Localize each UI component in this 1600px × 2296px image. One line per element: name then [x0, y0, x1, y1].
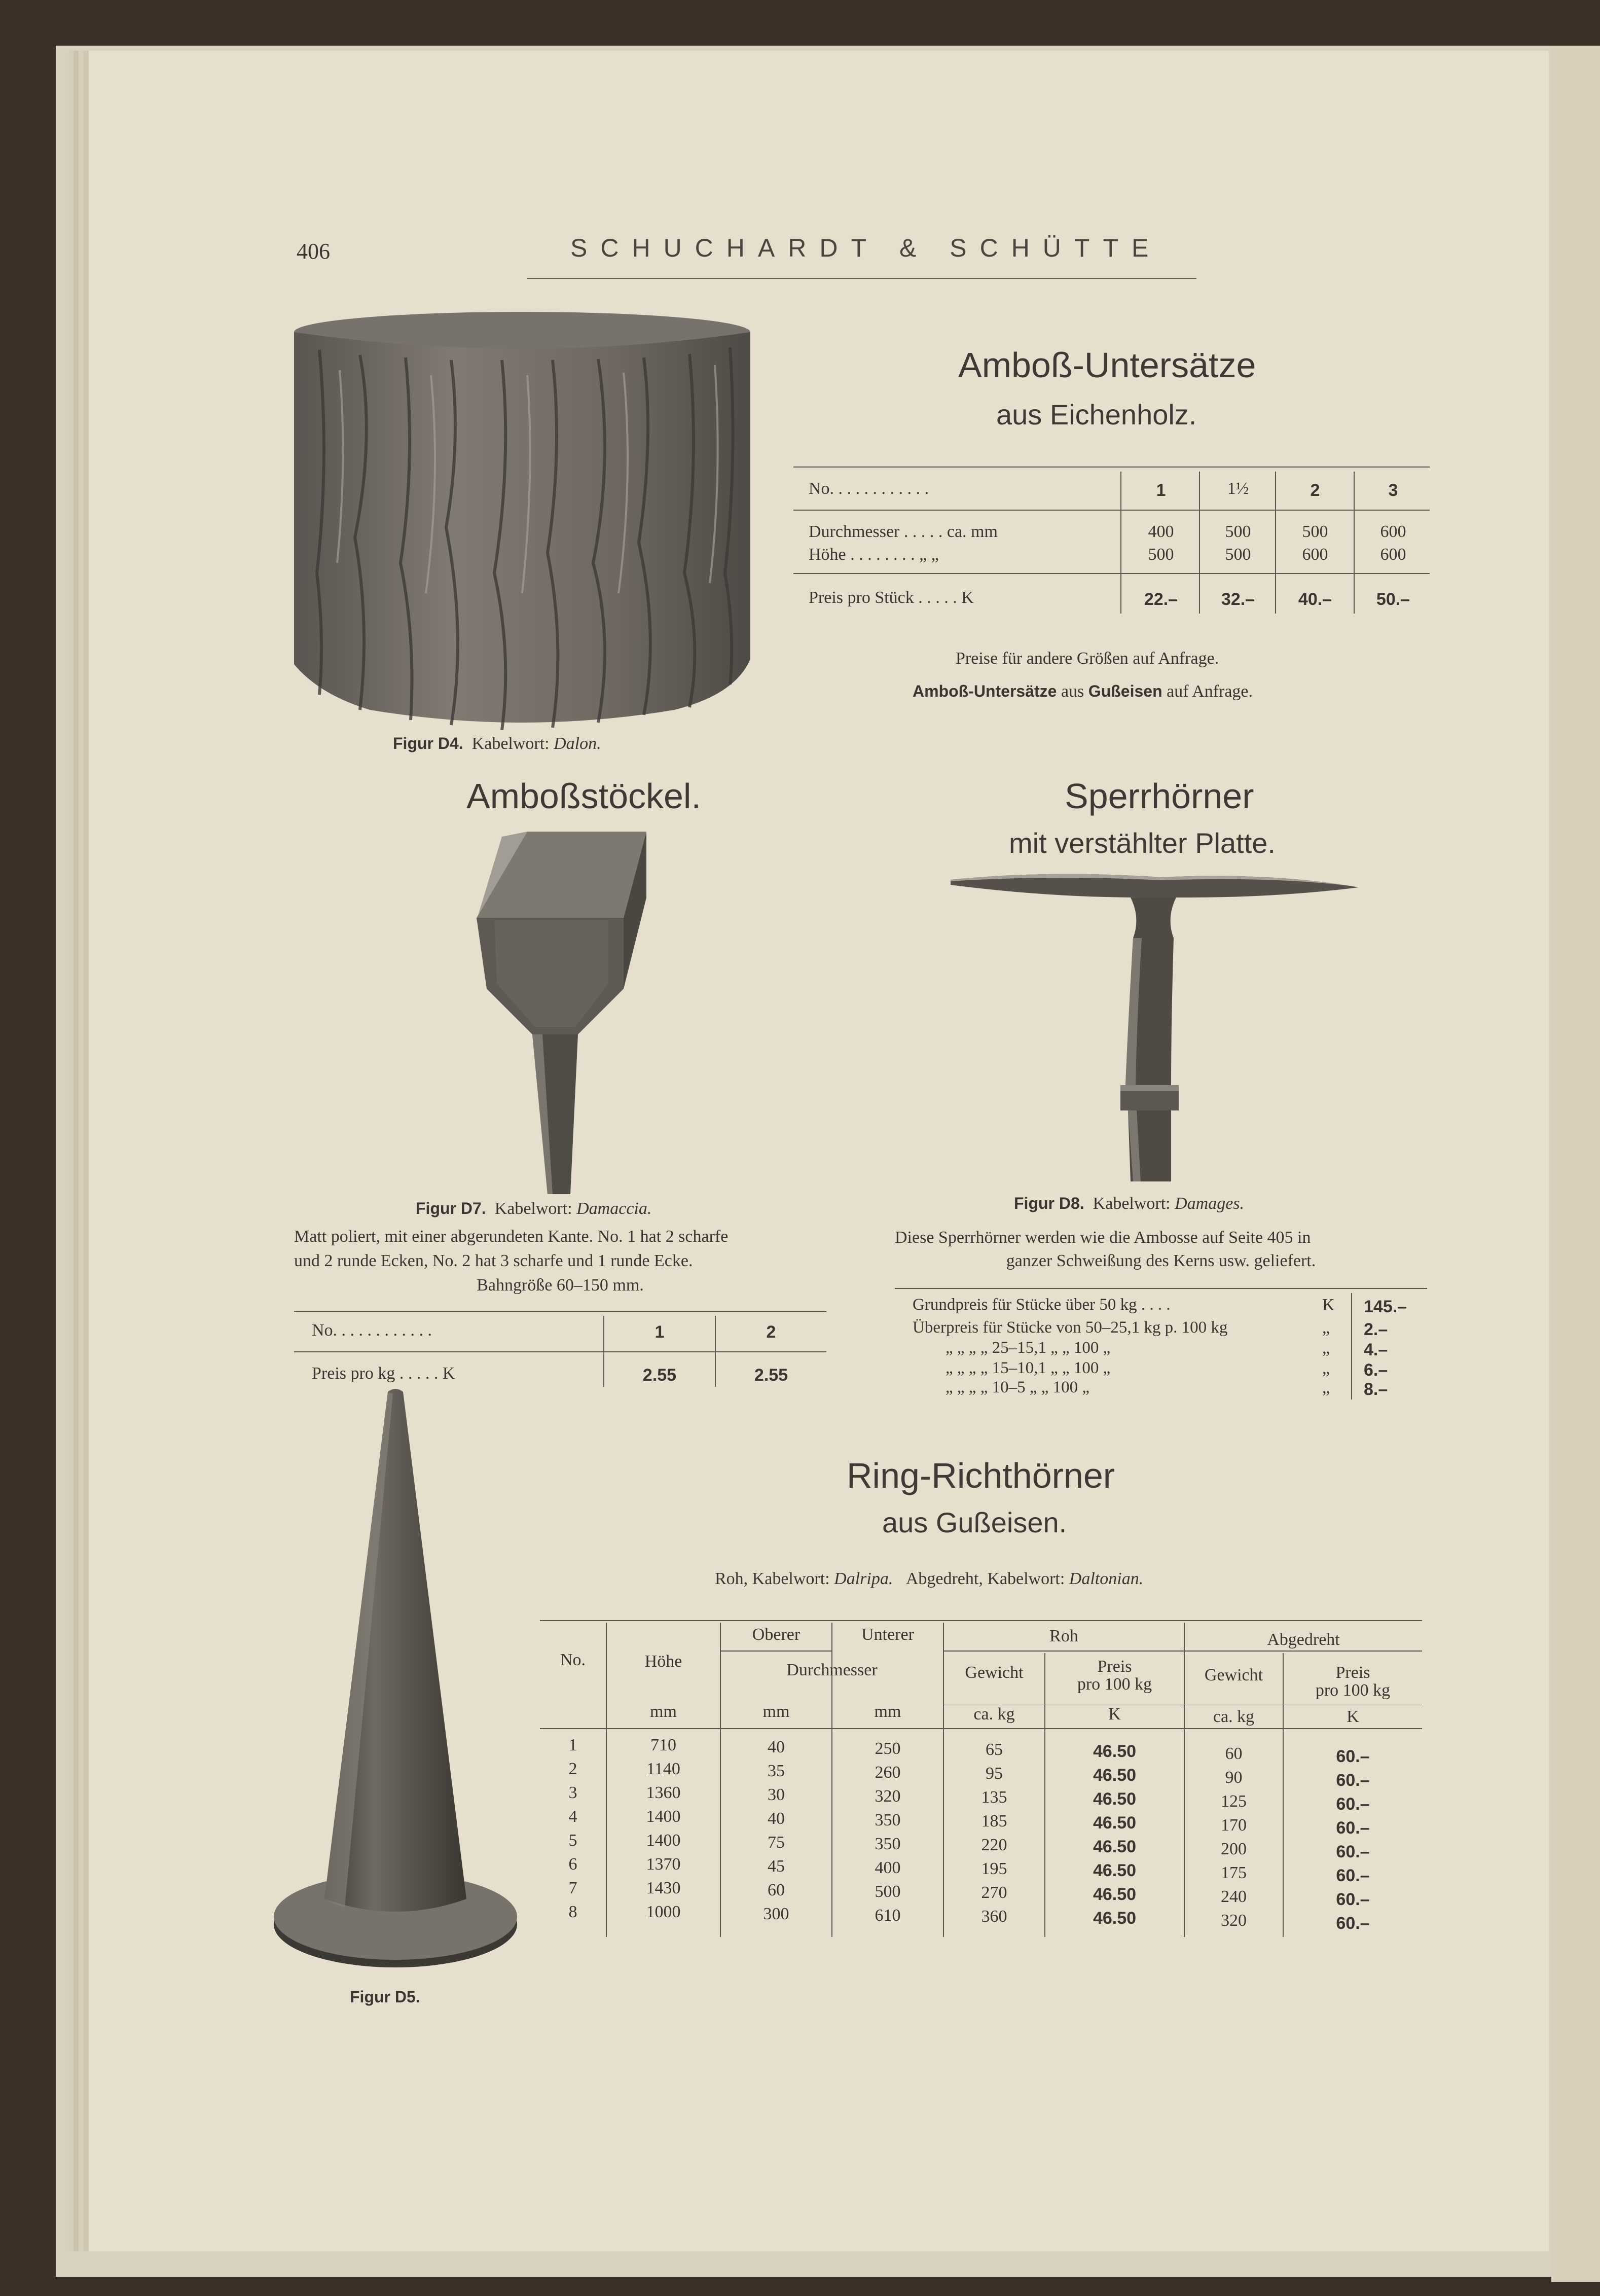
table-divider — [1120, 472, 1121, 614]
ring-unit-k: K — [1108, 1705, 1121, 1724]
ring-table-cell: 60.– — [1336, 1890, 1370, 1909]
ring-table-cell: 95 — [986, 1764, 1003, 1783]
sperrhoerner-price: 4.– — [1364, 1340, 1388, 1359]
ring-table-cell: 400 — [875, 1858, 901, 1877]
ring-table-cell: 240 — [1221, 1887, 1247, 1906]
table-rule — [720, 1651, 831, 1652]
ring-table-cell: 3 — [568, 1783, 577, 1802]
sperrhoerner-price-label: „ „ „ „ 25–15,1 „ „ 100 „ — [946, 1339, 1111, 1357]
ring-table-cell: 610 — [875, 1906, 901, 1925]
table-rule — [540, 1620, 1422, 1621]
ring-table-cell: 40 — [768, 1809, 785, 1828]
untersaetze-col-1: 1 — [1156, 481, 1166, 500]
sperrhoerner-price-unit: „ — [1322, 1378, 1330, 1397]
oak-stump-illustration — [289, 309, 755, 730]
sperrhoerner-price: 2.– — [1364, 1320, 1388, 1339]
ring-table-cell: 60.– — [1336, 1914, 1370, 1933]
ring-unit-mm: mm — [650, 1702, 677, 1721]
stoeckel-col-1: 1 — [654, 1322, 665, 1342]
ambossstoeckel-desc-2: und 2 runde Ecken, No. 2 hat 3 scharfe und 1 runde Ecke. — [294, 1251, 693, 1270]
ring-table-cell: 125 — [1221, 1792, 1247, 1811]
ring-col-roh-preis: Preis — [1097, 1657, 1132, 1676]
ambossuntersaetze-title: Amboß-Untersätze — [958, 345, 1256, 385]
table-rule — [793, 510, 1430, 511]
ring-table-cell: 90 — [1225, 1768, 1243, 1787]
untersaetze-col-3: 3 — [1388, 481, 1398, 500]
stoeckel-no-label: No. . . . . . . . . . . . — [312, 1321, 432, 1340]
table-rule — [294, 1351, 826, 1352]
ring-table-cell: 500 — [875, 1882, 901, 1901]
page-number: 406 — [297, 239, 330, 264]
ring-table-cell: 2 — [568, 1760, 577, 1778]
ring-table-cell: 350 — [875, 1835, 901, 1853]
ring-table-cell: 60.– — [1336, 1842, 1370, 1861]
table-rule — [943, 1651, 1184, 1652]
ring-col-oberer: Oberer — [752, 1625, 801, 1644]
ring-col-roh-gewicht: Gewicht — [965, 1663, 1024, 1682]
ring-table-cell: 60 — [768, 1881, 785, 1899]
ring-group-roh: Roh — [1049, 1627, 1078, 1645]
ring-table-cell: 300 — [763, 1905, 789, 1923]
untersaetze-price-label: Preis pro Stück . . . . . K — [809, 588, 974, 607]
ring-table-cell: 350 — [875, 1811, 901, 1829]
ring-table-cell: 60.– — [1336, 1747, 1370, 1766]
ring-table-cell: 1000 — [646, 1903, 681, 1921]
ring-table-cell: 60.– — [1336, 1866, 1370, 1885]
ring-unit-cakg: ca. kg — [1213, 1707, 1255, 1726]
figure-d7-caption: Figur D7. Kabelwort: Damaccia. — [416, 1199, 652, 1218]
ring-col-roh-pro100: pro 100 kg — [1077, 1675, 1152, 1694]
ring-table-cell: 1400 — [646, 1831, 681, 1850]
ring-table-cell: 40 — [768, 1738, 785, 1756]
ambossuntersaetze-subtitle: aus Eichenholz. — [996, 399, 1197, 431]
ring-table-cell: 46.50 — [1093, 1861, 1137, 1880]
ring-table-cell: 250 — [875, 1739, 901, 1758]
untersaetze-cell: 500 — [1225, 522, 1251, 541]
ring-table-cell: 270 — [981, 1883, 1007, 1902]
ring-table-cell: 30 — [768, 1785, 785, 1804]
ring-table-cell: 1430 — [646, 1879, 681, 1897]
ring-table-cell: 260 — [875, 1763, 901, 1782]
ring-table-cell: 5 — [568, 1831, 577, 1850]
ring-table-cell: 60 — [1225, 1744, 1243, 1763]
ring-table-cell: 46.50 — [1093, 1885, 1137, 1904]
table-rule — [540, 1728, 1422, 1729]
untersaetze-cell: 500 — [1225, 545, 1251, 564]
ring-table-cell: 320 — [1221, 1911, 1247, 1930]
ring-table-cell: 46.50 — [1093, 1766, 1137, 1785]
ring-unit-cakg: ca. kg — [973, 1705, 1015, 1724]
untersaetze-col-1-5: 1½ — [1227, 479, 1249, 498]
ring-table-cell: 1370 — [646, 1855, 681, 1874]
table-rule — [793, 573, 1430, 574]
ring-table-cell: 65 — [986, 1740, 1003, 1759]
table-divider — [1351, 1293, 1352, 1400]
ring-unit-mm: mm — [874, 1702, 901, 1721]
ring-table-cell: 1400 — [646, 1807, 681, 1826]
ring-col-unterer: Unterer — [861, 1625, 914, 1644]
figure-d8-caption: Figur D8. Kabelwort: Damages. — [1014, 1194, 1245, 1213]
ring-unit-k: K — [1347, 1707, 1359, 1726]
sperrhoerner-price-label: „ „ „ „ 10–5 „ „ 100 „ — [946, 1378, 1090, 1396]
ring-table-cell: 75 — [768, 1833, 785, 1852]
ring-table-cell: 360 — [981, 1907, 1007, 1926]
ring-table-cell: 8 — [568, 1903, 577, 1921]
ring-table-cell: 46.50 — [1093, 1813, 1137, 1833]
sperrhoerner-desc-1: Diese Sperrhörner werden wie die Ambosse auf Seite 405 in — [895, 1228, 1311, 1247]
ring-col-no: No. — [560, 1651, 586, 1669]
untersaetze-note-sizes: Preise für andere Größen auf Anfrage. — [956, 649, 1219, 668]
figure-d5-caption: Figur D5. — [350, 1988, 420, 2006]
sperrhoerner-price-label: Grundpreis für Stücke über 50 kg . . . . — [913, 1296, 1171, 1314]
ring-richthoerner-cable-line: Roh, Kabelwort: Dalripa. Abgedreht, Kabelwort: Daltonian. — [715, 1569, 1144, 1588]
ring-table-cell: 45 — [768, 1857, 785, 1876]
table-rule — [793, 467, 1430, 468]
sperrhoerner-price-unit: K — [1322, 1296, 1335, 1314]
untersaetze-row-label: Höhe . . . . . . . . „ „ — [809, 545, 939, 564]
untersaetze-price: 22.– — [1144, 590, 1178, 609]
ring-table-cell: 195 — [981, 1859, 1007, 1878]
ring-table-cell: 46.50 — [1093, 1837, 1137, 1856]
table-rule — [1184, 1651, 1422, 1652]
ring-col-durchmesser: Durchmesser — [786, 1661, 878, 1679]
ring-table-cell: 135 — [981, 1788, 1007, 1807]
ring-col-abg-preis: Preis — [1335, 1663, 1370, 1682]
ring-table-cell: 35 — [768, 1762, 785, 1780]
ring-table-cell: 175 — [1221, 1863, 1247, 1882]
ring-table-cell: 220 — [981, 1836, 1007, 1854]
sperrhoerner-subtitle: mit verstählter Platte. — [1009, 827, 1276, 859]
ring-group-abgedreht: Abgedreht — [1267, 1630, 1340, 1649]
stoeckel-price-label: Preis pro kg . . . . . K — [312, 1364, 455, 1383]
untersaetze-col-2: 2 — [1310, 481, 1320, 500]
ring-col-hoehe: Höhe — [644, 1652, 682, 1671]
sperrhoerner-price-unit: „ — [1322, 1359, 1330, 1378]
untersaetze-price: 32.– — [1221, 590, 1255, 609]
sperrhoerner-price: 8.– — [1364, 1380, 1388, 1399]
anvil-stake-illustration — [471, 821, 669, 1202]
sperrhoerner-price: 6.– — [1364, 1360, 1388, 1380]
ambossstoeckel-desc-1: Matt poliert, mit einer abgerundeten Kante. No. 1 hat 2 scharfe — [294, 1227, 729, 1246]
stoeckel-price: 2.55 — [754, 1366, 788, 1385]
ring-table-cell: 185 — [981, 1812, 1007, 1831]
ring-table-cell: 710 — [650, 1736, 676, 1754]
ring-table-cell: 46.50 — [1093, 1909, 1137, 1928]
ring-richthoerner-title: Ring-Richthörner — [847, 1456, 1115, 1495]
table-divider — [1354, 472, 1355, 614]
ambossstoeckel-title: Amboßstöckel. — [466, 776, 701, 816]
table-rule — [895, 1288, 1427, 1289]
untersaetze-note-cast: Amboß-Untersätze aus Gußeisen auf Anfrage. — [913, 682, 1253, 701]
untersaetze-cell: 500 — [1302, 522, 1328, 541]
sperrhoerner-price: 145.– — [1364, 1297, 1407, 1316]
next-page-edge — [1551, 46, 1600, 2282]
ring-table-cell: 1140 — [646, 1760, 680, 1778]
sperrhoerner-desc-2: ganzer Schweißung des Kerns usw. geliefert. — [1006, 1251, 1316, 1270]
ring-unit-mm: mm — [762, 1702, 790, 1721]
sperrhoerner-price-unit: „ — [1322, 1339, 1330, 1357]
header-rule — [527, 278, 1196, 279]
ring-table-cell: 4 — [568, 1807, 577, 1826]
ring-col-abg-pro100: pro 100 kg — [1315, 1681, 1391, 1700]
ring-table-cell: 46.50 — [1093, 1789, 1137, 1809]
untersaetze-cell: 600 — [1380, 545, 1406, 564]
sperrhoerner-price-label: Überpreis für Stücke von 50–25,1 kg p. 100 kg — [913, 1318, 1228, 1337]
ring-table-cell: 60.– — [1336, 1771, 1370, 1790]
ring-table-cell: 200 — [1221, 1840, 1247, 1858]
ring-table-cell: 320 — [875, 1787, 901, 1806]
table-rule — [294, 1311, 826, 1312]
sperrhoerner-price-label: „ „ „ „ 15–10,1 „ „ 100 „ — [946, 1359, 1111, 1377]
sperrhoerner-title: Sperrhörner — [1065, 776, 1254, 816]
ring-table-cell: 1 — [568, 1736, 577, 1754]
ring-table-cell: 1360 — [646, 1783, 681, 1802]
ring-table-cell: 60.– — [1336, 1818, 1370, 1838]
ring-table-cell: 46.50 — [1093, 1742, 1137, 1761]
ring-table-cell: 6 — [568, 1855, 577, 1874]
ambossstoeckel-desc-3: Bahngröße 60–150 mm. — [477, 1276, 644, 1295]
table-divider — [1199, 472, 1200, 614]
ring-mandrel-illustration — [269, 1387, 522, 1975]
untersaetze-cell: 600 — [1302, 545, 1328, 564]
ring-table-cell: 7 — [568, 1879, 577, 1897]
untersaetze-no-label: No. . . . . . . . . . . . — [809, 479, 929, 498]
untersaetze-row-label: Durchmesser . . . . . ca. mm — [809, 522, 998, 541]
stoeckel-col-2: 2 — [766, 1322, 776, 1342]
ring-table-cell: 60.– — [1336, 1795, 1370, 1814]
untersaetze-cell: 400 — [1148, 522, 1174, 541]
ring-table-cell: 170 — [1221, 1816, 1247, 1835]
ring-col-abg-gewicht: Gewicht — [1204, 1666, 1263, 1684]
page-header: SCHUCHARDT & SCHÜTTE — [570, 234, 1162, 262]
untersaetze-price: 40.– — [1298, 590, 1332, 609]
untersaetze-cell: 600 — [1380, 522, 1406, 541]
sperrhoerner-price-unit: „ — [1322, 1318, 1330, 1337]
beakhorn-illustration — [948, 872, 1364, 1187]
stoeckel-price: 2.55 — [642, 1366, 677, 1385]
figure-d4-caption: Figur D4. Kabelwort: Dalon. — [393, 734, 601, 753]
ring-richthoerner-subtitle: aus Gußeisen. — [882, 1506, 1067, 1538]
untersaetze-cell: 500 — [1148, 545, 1174, 564]
untersaetze-price: 50.– — [1376, 590, 1410, 609]
